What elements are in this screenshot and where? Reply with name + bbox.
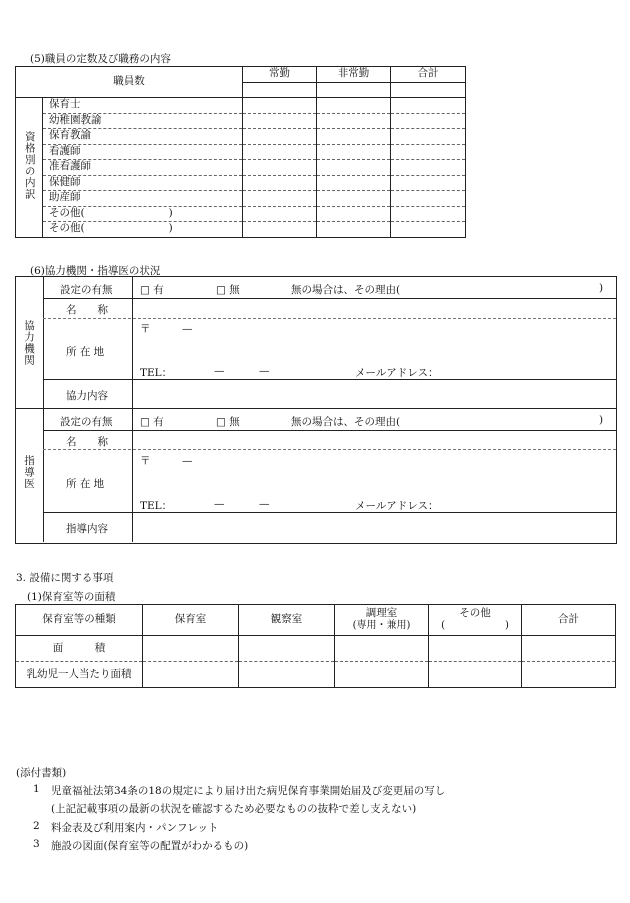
cell[interactable] [243, 144, 317, 160]
doctor-postal[interactable]: 〒 — [140, 455, 193, 467]
header-room: 保育室 [143, 605, 239, 636]
cell[interactable] [243, 206, 317, 222]
cell[interactable] [317, 82, 391, 98]
coop-tel-label: TEL： [140, 367, 173, 379]
cell[interactable] [522, 636, 616, 662]
coop-yes-checkbox[interactable]: □ 有 [140, 284, 164, 296]
cell[interactable] [317, 175, 391, 191]
facility-area-table [15, 604, 616, 688]
doctor-address-label: 所 在 地 [66, 478, 105, 490]
row-area-label: 面 積 [16, 636, 143, 662]
item-label: 保健師 [43, 175, 243, 191]
coop-setting-label: 設定の有無 [60, 284, 113, 296]
cell[interactable] [243, 113, 317, 129]
cell[interactable] [243, 129, 317, 145]
attachment-item: 児童福祉法第34条の18の規定により届け出た病児保育事業開始届及び変更届の写し [51, 785, 446, 797]
cell[interactable] [317, 129, 391, 145]
coop-address-label: 所 在 地 [66, 346, 105, 358]
attachment-num: 1 [33, 783, 40, 795]
doctor-no-checkbox[interactable]: □ 無 [216, 416, 240, 428]
doctor-tel-dash: — [214, 498, 225, 510]
item-label: 保育教諭 [43, 129, 243, 145]
cell[interactable] [391, 113, 466, 129]
cell[interactable] [391, 129, 466, 145]
col-parttime: 非常勤 [317, 67, 391, 83]
cell[interactable] [239, 636, 335, 662]
doctor-reason-close: ) [599, 414, 604, 426]
doctor-name-label: 名 称 [66, 436, 108, 448]
section5-title: (5)職員の定数及び職務の内容 [30, 53, 171, 65]
attachment-num: 2 [33, 820, 40, 832]
cell[interactable] [243, 222, 317, 238]
cell[interactable] [239, 662, 335, 688]
cell[interactable] [317, 113, 391, 129]
coop-reason-close: ) [599, 282, 604, 294]
coop-mail-label: メールアドレス： [355, 367, 439, 379]
header-total: 合計 [522, 605, 616, 636]
cell[interactable] [143, 636, 239, 662]
doctor-content-label: 指導内容 [66, 523, 108, 535]
col-fulltime: 常勤 [243, 67, 317, 83]
cell[interactable] [143, 662, 239, 688]
header-kitchen: 調理室 (専用・兼用) [335, 605, 429, 636]
item-label: 保育士 [43, 98, 243, 114]
cell[interactable] [391, 98, 466, 114]
doctor-mail-label: メールアドレス： [355, 500, 439, 512]
cell[interactable] [429, 636, 522, 662]
attachment-num: 3 [33, 838, 40, 850]
col-total: 合計 [391, 67, 466, 83]
item-label: 助産師 [43, 191, 243, 207]
staff-table [15, 66, 466, 238]
item-label: その他( ) [43, 222, 243, 238]
coop-no-checkbox[interactable]: □ 無 [216, 284, 240, 296]
section3-subtitle: (1)保育室等の面積 [27, 591, 116, 603]
doctor-tel-dash: — [259, 498, 270, 510]
section6-title: (6)協力機関・指導医の状況 [30, 265, 161, 277]
cell[interactable] [335, 662, 429, 688]
cell[interactable] [335, 636, 429, 662]
cell[interactable] [391, 82, 466, 98]
header-kind: 保育室等の種類 [16, 605, 143, 636]
cell[interactable] [391, 206, 466, 222]
cell[interactable] [243, 82, 317, 98]
cell[interactable] [317, 191, 391, 207]
doctor-yes-checkbox[interactable]: □ 有 [140, 416, 164, 428]
attachment-item: 施設の図面(保育室等の配置がわかるもの) [51, 840, 249, 852]
cell[interactable] [522, 662, 616, 688]
doctor-reason-label: 無の場合は、その理由( [291, 416, 401, 428]
cell[interactable] [243, 175, 317, 191]
cell[interactable] [317, 160, 391, 176]
cell[interactable] [429, 662, 522, 688]
attachment-note: (上記記載事項の最新の状況を確認するため必要なものの抜粋で差し支えない) [51, 803, 417, 815]
staff-count-header: 職員数 [16, 67, 243, 98]
attachment-item: 料金表及び利用案内・パンフレット [51, 822, 219, 834]
cell[interactable] [317, 206, 391, 222]
header-other: その他 ( ) [429, 605, 522, 636]
doctor-tel-label: TEL： [140, 500, 173, 512]
doctor-setting-label: 設定の有無 [60, 416, 113, 428]
coop-name-label: 名 称 [66, 304, 108, 316]
cell[interactable] [243, 160, 317, 176]
coop-reason-label: 無の場合は、その理由( [291, 284, 401, 296]
doctor-side-label: 指導医 [23, 455, 35, 490]
cell[interactable] [243, 191, 317, 207]
cell[interactable] [391, 222, 466, 238]
item-label: 准看護師 [43, 160, 243, 176]
cell[interactable] [391, 191, 466, 207]
item-label: 幼稚園教諭 [43, 113, 243, 129]
coop-tel-dash: — [214, 365, 225, 377]
cell[interactable] [243, 98, 317, 114]
item-label: 看護師 [43, 144, 243, 160]
coop-content-label: 協力内容 [66, 390, 108, 402]
cell[interactable] [391, 144, 466, 160]
cell[interactable] [317, 98, 391, 114]
attachments-title: (添付書類) [16, 767, 67, 779]
cell[interactable] [391, 160, 466, 176]
cell[interactable] [317, 222, 391, 238]
cell[interactable] [317, 144, 391, 160]
cell[interactable] [391, 175, 466, 191]
qualification-side-label: 資格別の内訳 [16, 98, 43, 238]
header-observe: 観察室 [239, 605, 335, 636]
coop-tel-dash: — [259, 365, 270, 377]
row-per-child-label: 乳幼児一人当たり面積 [16, 662, 143, 688]
item-label: その他( ) [43, 206, 243, 222]
section3-title: 3. 設備に関する事項 [16, 572, 114, 584]
coop-side-label: 協力機関 [23, 320, 35, 366]
coop-postal[interactable]: 〒 — [140, 323, 193, 335]
